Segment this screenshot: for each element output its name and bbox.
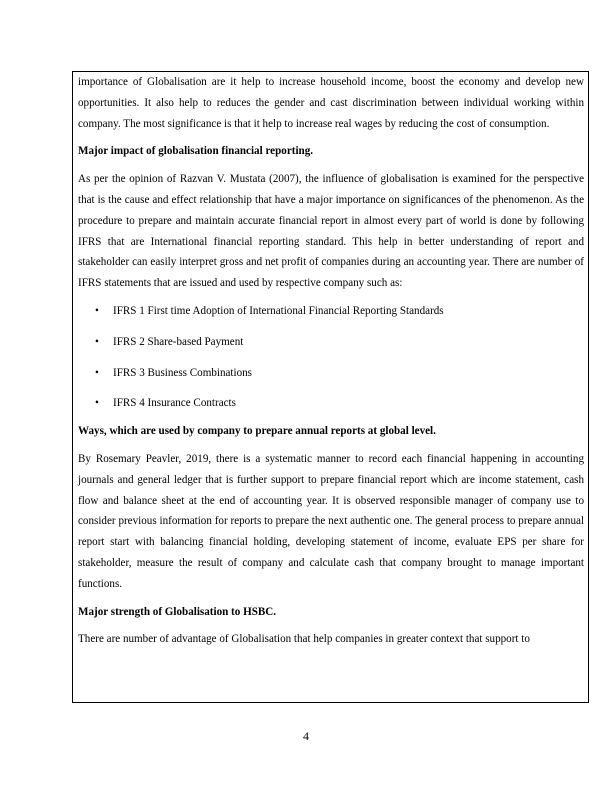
bullet-icon: •: [95, 366, 99, 379]
list-item-text: IFRS 4 Insurance Contracts: [113, 397, 236, 410]
paragraph-intro: importance of Globalisation are it help to increase household income, boost the economy and develop new opportunities. It also help to reduces the gender and cast discrimination between individual working within company. The most significance is that it help to increase real wages by reducing the cost of consumption.: [78, 76, 584, 130]
bullet-icon: •: [95, 397, 99, 410]
heading-strength: Major strength of Globalisation to HSBC.: [78, 605, 277, 618]
list-item: [78, 363, 584, 384]
ifrs-list: [78, 301, 584, 414]
heading-impact: Major impact of globalisation financial reporting.: [78, 145, 314, 158]
paragraph-strength: There are number of advantage of Globalisation that help companies in greater context that support to: [78, 633, 530, 646]
list-item: [78, 301, 584, 322]
page-frame: [72, 71, 589, 703]
paragraph-ways: By Rosemary Peavler, 2019, there is a systematic manner to record each financial happening in accounting journals and general ledger that is further support to prepare financial report which are income statement, cash flow and balance sheet at the end of accounting year. It is observed responsible manager of company use to consider previous information for reports to prepare the next authentic one. The general process to prepare annual report start with balancing financial holding, developing statement of income, evaluate EPS per share for stakeholder, measure the result of company and calculate cash that company brought to manage important functions.: [78, 452, 584, 590]
bullet-icon: •: [95, 304, 99, 317]
list-item: [78, 332, 584, 353]
bullet-icon: •: [95, 335, 99, 348]
page-content: [78, 72, 584, 650]
list-item-text: IFRS 3 Business Combinations: [113, 366, 253, 379]
heading-ways: Ways, which are used by company to prepare annual reports at global level.: [78, 425, 436, 438]
page-number: 4: [303, 729, 309, 743]
list-item-text: IFRS 2 Share-based Payment: [113, 335, 244, 348]
list-item: [78, 393, 584, 414]
paragraph-impact: As per the opinion of Razvan V. Mustata (2007), the influence of globalisation is examined for the perspective that is the cause and effect relationship that have a major importance on significances of the phenomenon. As the procedure to prepare and maintain accurate financial report in almost every part of world is done by following IFRS that are International financial reporting standard. This help in better understanding of report and stakeholder can easily interpret gross and net profit of companies during an accounting year. There are number of IFRS statements that are issued and used by respective company such as:: [78, 173, 584, 290]
list-item-text: IFRS 1 First time Adoption of International Financial Reporting Standards: [113, 304, 444, 317]
